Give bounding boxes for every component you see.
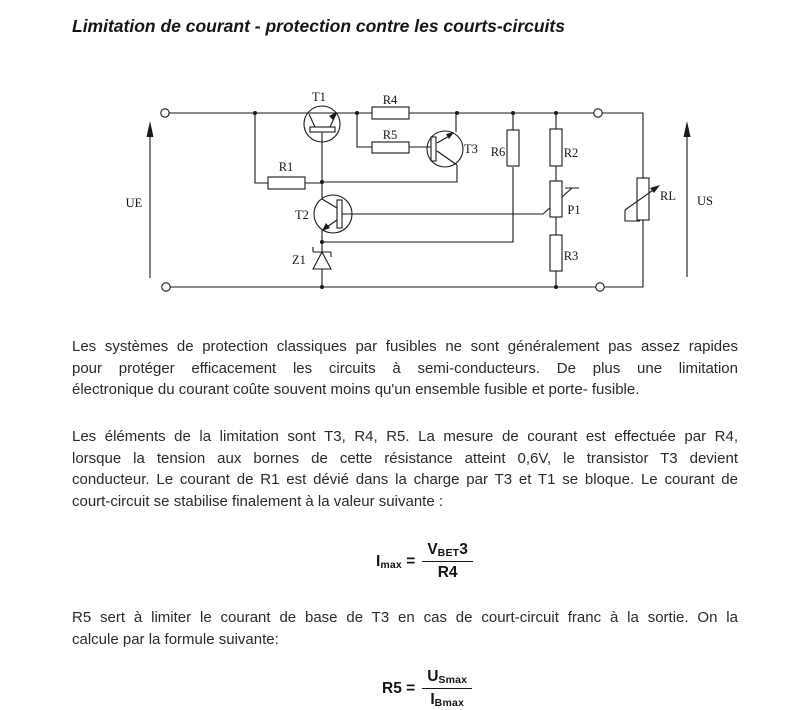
paragraph-elements-limitation [72,426,738,513]
text-line: pour protéger efficacement les circuits à semi-conducteurs. De plus une limitation [72,359,738,377]
label-ue: UE [125,196,143,210]
label-rl: RL [660,189,676,203]
label-r6: R6 [490,145,506,159]
label-p1: P1 [567,203,581,217]
resistor-r6 [507,130,519,166]
fraction-numerator: $U_{Smax}$ [427,668,468,686]
ue-arrowhead-icon [147,121,154,137]
paragraph-fusibles [72,336,738,401]
terminal-input-bottom [162,283,170,291]
text-line: conducteur. Le courant de R1 est dévié dans la charge par T3 et T1 se bloque. Le courant de [72,471,738,489]
formula-lhs: $I_{max}$ = [376,552,416,571]
circuit-wires [150,113,687,287]
formula-lhs: R5 = [382,679,416,697]
text-line: R5 sert à limiter le courant de base de T3 en cas de court-circuit franc à la sortie. On la [72,609,738,626]
fraction [422,541,473,583]
resistor-r5 [372,142,409,153]
label-r3: R3 [563,249,579,263]
label-t1: T1 [312,90,326,104]
text-line: calcule par la formule suivante: [72,630,279,648]
transistor-t3 [427,131,463,167]
resistor-r4 [372,107,409,119]
text-line: court-circuit se stabilise finalement à la valeur suivante : [72,493,444,511]
fraction-numerator: $V_{BET}3$ [427,541,468,559]
label-t2: T2 [295,208,309,222]
equals-sign: = [406,552,416,570]
label-z1: Z1 [292,253,306,267]
emitter-arrow-icon [446,132,454,139]
label-r5: R5 [382,128,398,142]
terminal-output-bottom [596,283,604,291]
page-title: Limitation de courant - protection contre les courts-circuits [72,16,565,36]
terminal-input-top [161,109,169,117]
label-r4: R4 [382,93,398,107]
fraction-denominator: R4 [422,561,473,583]
resistor-r2 [550,129,562,166]
fraction [422,668,472,710]
terminal-output-top [594,109,602,117]
label-us: US [697,194,713,208]
resistor-r3 [550,235,562,271]
transistor-t2 [314,195,352,233]
potentiometer-p1 [550,181,562,217]
formula-r5 [382,668,472,710]
load-resistor-rl [637,178,649,220]
label-r2: R2 [563,146,579,160]
formula-imax [376,541,473,583]
text-line: Les éléments de la limitation sont T3, R4, R5. La mesure de courant est effectuée par R4, [72,428,738,445]
label-t3: T3 [464,142,478,156]
text-line: électronique du courant coûte souvent moins qu'un ensemble fusible et porte- fusible. [72,381,640,399]
emitter-arrow-icon [322,223,330,231]
circuit-diagram [0,0,810,330]
us-arrowhead-icon [684,121,691,137]
text-line: lorsque la tension aux bornes de cette résistance atteint 0,6V, le transistor T3 devient [72,449,738,467]
paragraph-r5 [72,607,738,650]
resistor-r1 [268,177,305,189]
equals-sign: = [406,679,416,697]
label-r1: R1 [278,160,294,174]
text-line: Les systèmes de protection classiques par fusibles ne sont généralement pas assez rapides [72,338,738,355]
fraction-denominator: $I_{Bmax}$ [422,688,472,710]
